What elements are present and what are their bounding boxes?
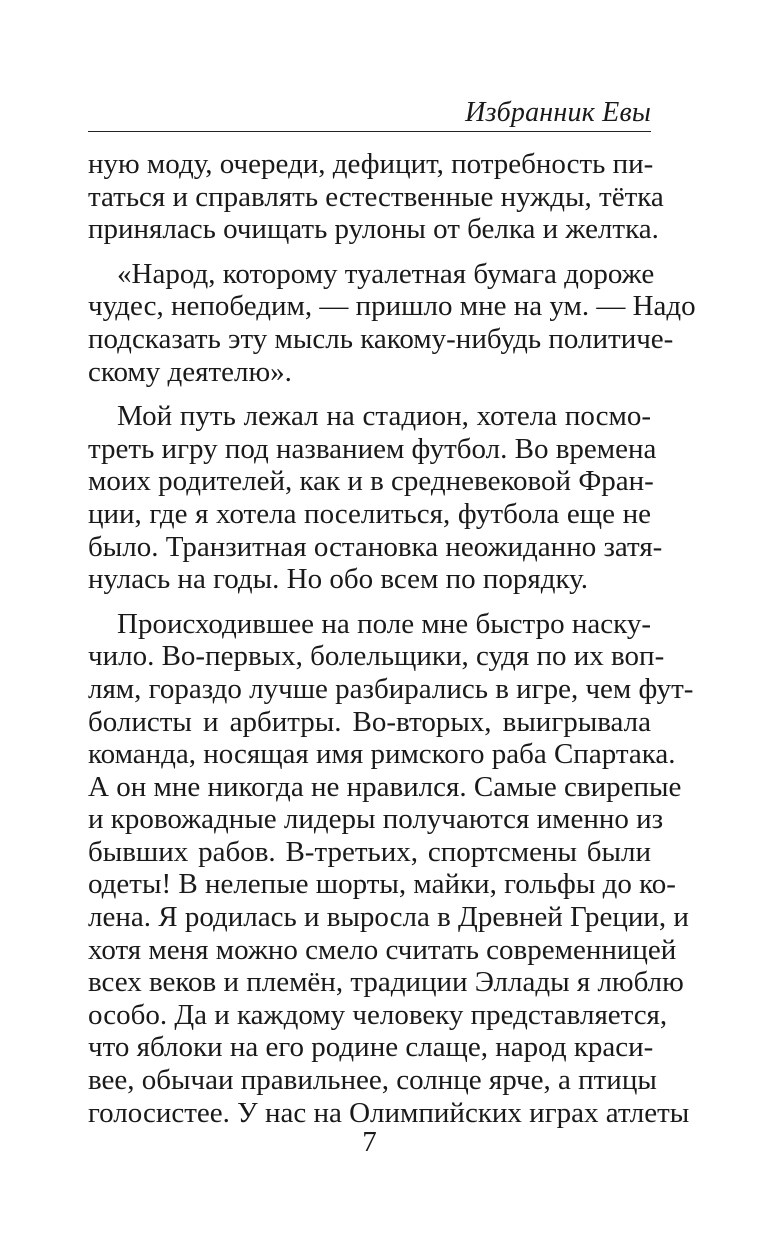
text-line: всех веков и племён, традиции Эллады я люблю bbox=[88, 966, 684, 999]
text-line: одеты! В нелепые шорты, майки, гольфы до ко- bbox=[88, 868, 676, 901]
text-line: лям, гораздо лучше разбирались в игре, чем фут- bbox=[88, 672, 694, 705]
text-line: ную моду, очереди, дефицит, потребность пи- bbox=[88, 148, 654, 180]
paragraph-3 bbox=[88, 400, 663, 596]
text-line: вее, обычаи правильнее, солнце ярче, а птицы bbox=[88, 1064, 657, 1097]
text-line: бывших рабов. В-третьих, спортсмены были bbox=[88, 835, 651, 868]
header-rule bbox=[88, 131, 651, 132]
text-line: что яблоки на его родине слаще, народ краси- bbox=[88, 1031, 654, 1064]
text-line: особо. Да и каждому человеку представляется, bbox=[88, 998, 668, 1031]
text-line: чудес, непобедим, — пришло мне на ум. — Надо bbox=[88, 290, 696, 323]
text-line: «Народ, которому туалетная бумага дороже bbox=[117, 257, 655, 290]
body-text bbox=[88, 148, 696, 1129]
text-line: нулась на годы. Но обо всем по порядку. bbox=[88, 563, 588, 596]
text-line: таться и справлять естественные нужды, тётка bbox=[88, 180, 664, 213]
text-line: треть игру под названием футбол. Во времена bbox=[88, 432, 657, 465]
page-number: 7 bbox=[362, 1126, 377, 1158]
text-line: чило. Во-первых, болельщики, судя по их воп- bbox=[88, 640, 665, 673]
text-line: А он мне никогда не нравился. Самые свирепые bbox=[88, 770, 682, 803]
text-line: принялась очищать рулоны от белка и желтка. bbox=[88, 213, 659, 246]
text-line: болисты и арбитры. Во-вторых, выигрывала bbox=[88, 705, 651, 738]
text-line: хотя меня можно смело считать современницей bbox=[88, 933, 677, 966]
paragraph-4 bbox=[88, 607, 694, 1130]
text-line: Происходившее на поле мне быстро наску- bbox=[117, 607, 651, 640]
paragraph-2 bbox=[88, 257, 696, 388]
text-line: ции, где я хотела поселиться, футбола еще не bbox=[88, 497, 651, 530]
paragraph-1 bbox=[88, 148, 664, 246]
text-line: скому деятелю». bbox=[88, 355, 292, 388]
text-line: и кровожадные лидеры получаются именно из bbox=[88, 803, 664, 836]
text-line: подсказать эту мысль какому-нибудь политиче- bbox=[88, 322, 674, 355]
text-line: было. Транзитная остановка неожиданно затя- bbox=[88, 530, 663, 563]
text-line: команда, носящая имя римского раба Спартака. bbox=[88, 738, 676, 771]
text-line: моих родителей, как и в средневековой Фран- bbox=[88, 465, 654, 498]
text-line: Мой путь лежал на стадион, хотела посмо- bbox=[117, 400, 651, 433]
text-line: лена. Я родилась и выросла в Древней Греции, и bbox=[88, 901, 689, 934]
text-line: голосистее. У нас на Олимпийских играх атлеты bbox=[88, 1096, 690, 1129]
running-title: Избранник Евы bbox=[465, 97, 651, 128]
